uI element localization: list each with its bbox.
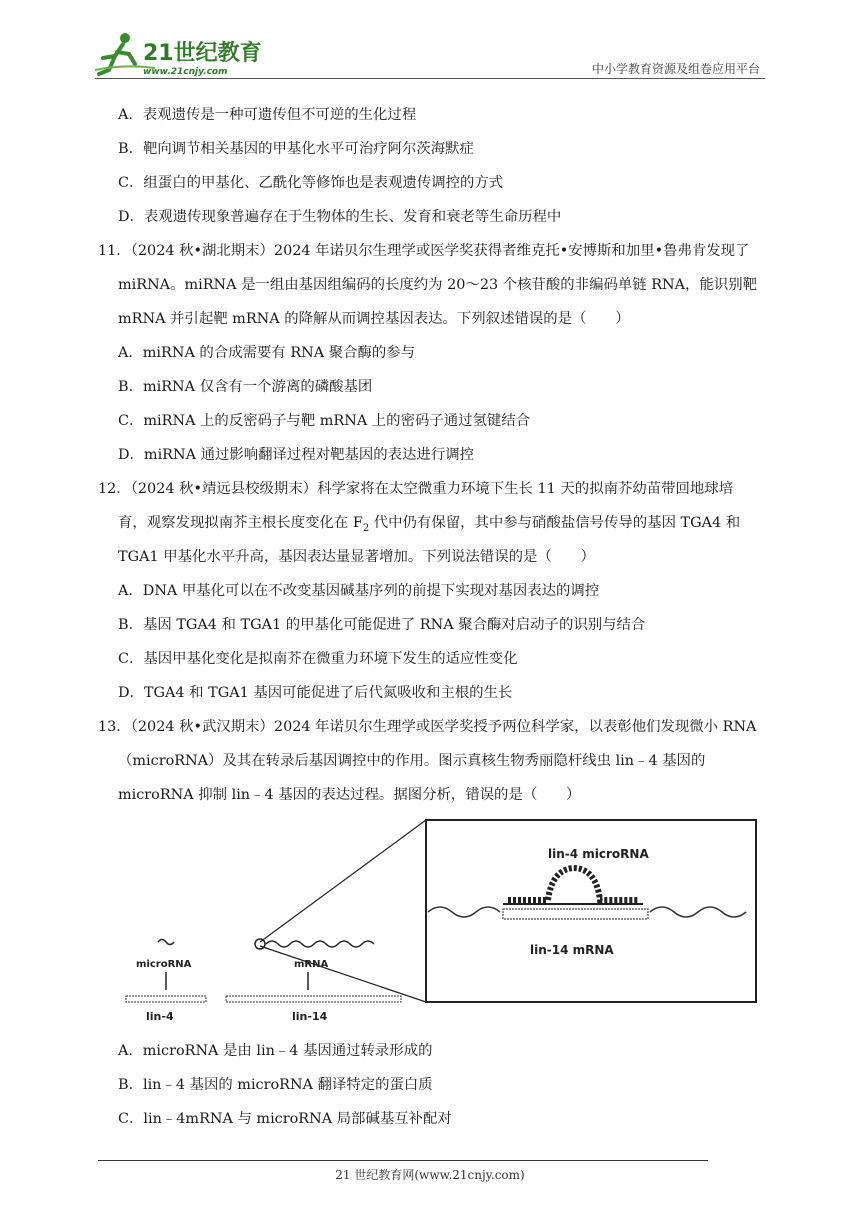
mid-top-label: mRNA (294, 959, 329, 970)
q13-stem-line2: （microRNA）及其在转录后基因调控中的作用。图示真核生物秀丽隐杆线虫 lin﹣4 基因的 (118, 753, 706, 769)
left-bottom-label: lin-4 (146, 1010, 174, 1023)
page-footer: 21 世纪教育网(www.21cnjy.com) (335, 1168, 525, 1182)
q12-option-c: C．基因甲基化变化是拟南芥在微重力环境下发生的适应性变化 (118, 651, 518, 667)
q13-option-a: A．microRNA 是由 lin﹣4 基因通过转录形成的 (118, 1043, 433, 1059)
q10-option-d: D．表观遗传现象普遍存在于生物体的生长、发育和衰老等生命历程中 (118, 209, 562, 225)
q11-stem-line1: 11．（2024 秋•湖北期末）2024 年诺贝尔生理学或医学奖获得者维克托•安博斯和加里•鲁弗肯发现了 (98, 243, 750, 259)
q13-stem-line3: microRNA 抑制 lin﹣4 基因的表达过程。据图分析，错误的是（ ） (118, 787, 581, 803)
microrna-figure (118, 812, 768, 1027)
q12-stem-line2: 育，观察发现拟南芥主根长度变化在 $F_2$ 代中仍有保留，其中参与硝酸盐信号传导的基因 TGA4 和 (118, 515, 741, 534)
q12-stem-line1: 12．（2024 秋•靖远县校级期末）科学家将在太空微重力环境下生长 11 天的拟南芥幼苗带回地球培 (98, 481, 734, 497)
q10-option-c: C．组蛋白的甲基化、乙酰化等修饰也是表观遗传调控的方式 (118, 175, 504, 191)
zoom-line-top (260, 820, 426, 942)
q11-option-c: C．miRNA 上的反密码子与靶 mRNA 上的密码子通过氢键结合 (118, 413, 531, 429)
site-logo (95, 30, 265, 78)
q13-stem-line1: 13．（2024 秋•武汉期末）2024 年诺贝尔生理学或医学奖授予两位科学家，以表彰他们发现微小 RNA (98, 719, 757, 735)
footer-rule (98, 1160, 708, 1161)
q12-option-a: A．DNA 甲基化可以在不改变基因碱基序列的前提下实现对基因表达的调控 (118, 583, 600, 599)
q13-option-c: C．lin﹣4mRNA 与 microRNA 局部碱基互补配对 (118, 1111, 452, 1127)
svg-text:21世纪教育: 21世纪教育 (143, 41, 262, 66)
inset-label-top: lin-4 microRNA (548, 847, 649, 861)
q12-option-d: D．TGA4 和 TGA1 基因可能促进了后代氮吸收和主根的生长 (118, 685, 513, 701)
q13-option-b: B．lin﹣4 基因的 microRNA 翻译特定的蛋白质 (118, 1077, 433, 1093)
left-top-label: microRNA (136, 959, 192, 970)
q11-option-a: A．miRNA 的合成需要有 RNA 聚合酶的参与 (118, 345, 416, 361)
q12-stem-line3: TGA1 甲基化水平升高，基因表达量显著增加。下列说法错误的是（ ） (118, 549, 595, 565)
q12-option-b: B．基因 TGA4 和 TGA1 的甲基化可能促进了 RNA 聚合酶对启动子的识别与结合 (118, 617, 646, 633)
q10-option-a: A．表观遗传是一种可遗传但不可逆的生化过程 (118, 107, 417, 123)
q11-stem-line3: mRNA 并引起靶 mRNA 的降解从而调控基因表达。下列叙述错误的是（ ） (118, 311, 630, 327)
mid-bottom-label: lin-14 (292, 1010, 328, 1023)
q10-option-b: B．靶向调节相关基因的甲基化水平可治疗阿尔茨海默症 (118, 141, 474, 157)
q11-option-d: D．miRNA 通过影响翻译过程对靶基因的表达进行调控 (118, 447, 474, 463)
zoom-line-bottom (260, 946, 426, 1002)
q11-option-b: B．miRNA 仅含有一个游离的磷酸基团 (118, 379, 373, 395)
q11-stem-line2: miRNA。miRNA 是一组由基因组编码的长度约为 20～23 个核苷酸的非编码单链 RNA，能识别靶 (118, 277, 757, 293)
page-header (95, 30, 760, 78)
header-rule (95, 78, 765, 79)
svg-text:www.21cnjy.com: www.21cnjy.com (143, 67, 228, 77)
inset-label-bottom: lin-14 mRNA (530, 943, 614, 957)
platform-name: 中小学教育资源及组卷应用平台 (591, 62, 760, 76)
